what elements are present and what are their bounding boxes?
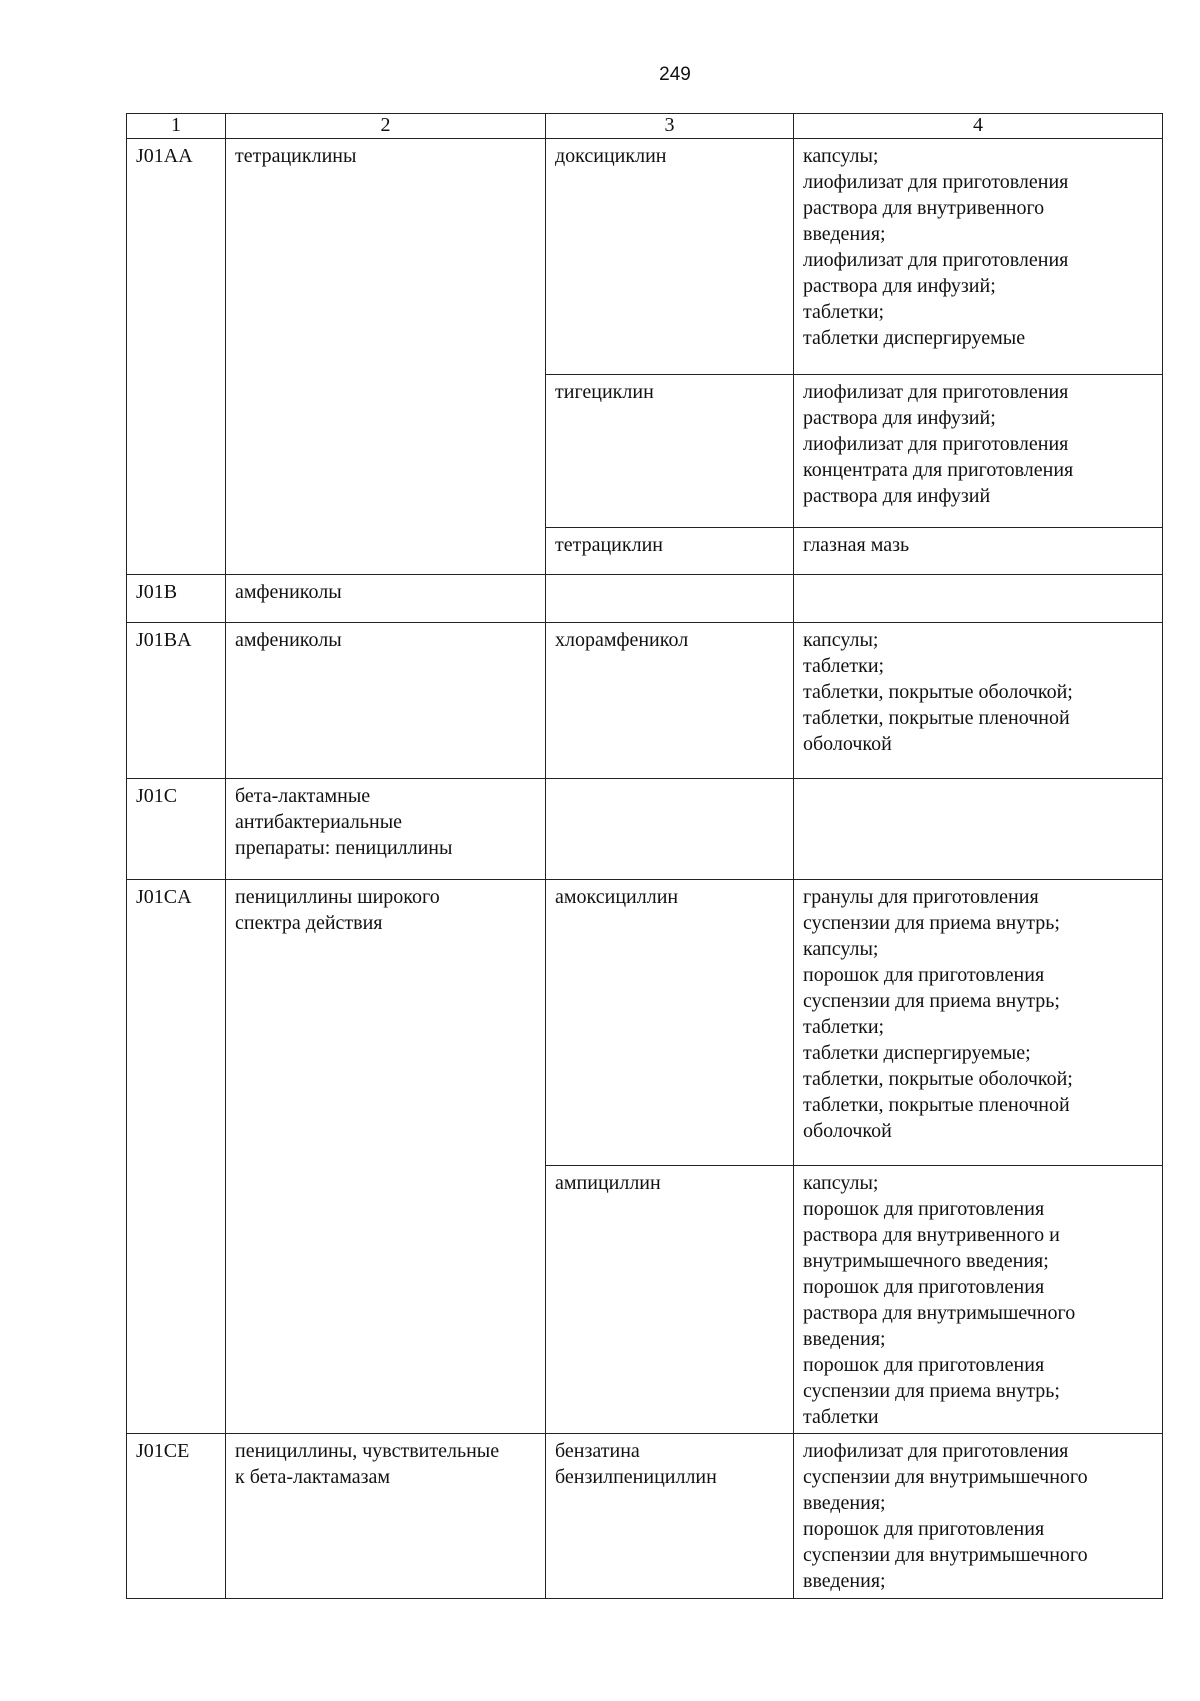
group-name: бета-лактамные антибактериальные препараты: пенициллины [226, 779, 546, 880]
drug-name: тигециклин [546, 375, 794, 528]
dosage-forms: капсулы; таблетки; таблетки, покрытые оболочкой; таблетки, покрытые пленочной оболочкой [794, 623, 1163, 779]
dosage-forms [794, 575, 1163, 623]
atc-code: J01C [127, 779, 226, 880]
atc-code: J01CE [127, 1434, 226, 1599]
drug-name [546, 779, 794, 880]
atc-code: J01B [127, 575, 226, 623]
page-number: 249 [659, 64, 691, 85]
drug-name [546, 575, 794, 623]
drug-name: амоксициллин [546, 880, 794, 1166]
drug-name: доксициклин [546, 139, 794, 375]
table-row [127, 880, 1163, 1166]
table-header-row [127, 114, 1163, 139]
column-header-3: 3 [546, 114, 794, 139]
table-row [127, 575, 1163, 623]
dosage-forms: капсулы; порошок для приготовления раствора для внутривенного и внутримышечного введения; порошок для приготовления раствора для внутримышечного введения; порошок для приготовления суспензии для приема внутрь; таблетки [794, 1166, 1163, 1434]
dosage-forms: капсулы; лиофилизат для приготовления раствора для внутривенного введения; лиофилизат для приготовления раствора для инфузий; таблетки; таблетки диспергируемые [794, 139, 1163, 375]
group-name: пенициллины, чувствительные к бета-лактамазам [226, 1434, 546, 1599]
dosage-forms: лиофилизат для приготовления суспензии для внутримышечного введения; порошок для приготовления суспензии для внутримышечного введения; [794, 1434, 1163, 1599]
table-row [127, 779, 1163, 880]
table-row [127, 139, 1163, 375]
drug-table [126, 113, 1163, 1599]
column-header-1: 1 [127, 114, 226, 139]
table-row [127, 1434, 1163, 1599]
drug-name: ампициллин [546, 1166, 794, 1434]
drug-name: бензатина бензилпенициллин [546, 1434, 794, 1599]
group-name: пенициллины широкого спектра действия [226, 880, 546, 1434]
atc-code: J01BA [127, 623, 226, 779]
atc-code: J01CA [127, 880, 226, 1434]
dosage-forms: гранулы для приготовления суспензии для приема внутрь; капсулы; порошок для приготовления суспензии для приема внутрь; таблетки; таблетки диспергируемые; таблетки, покрытые оболочкой; таблетки, покрытые пленочной оболочкой [794, 880, 1163, 1166]
group-name: амфениколы [226, 575, 546, 623]
drug-name: хлорамфеникол [546, 623, 794, 779]
column-header-2: 2 [226, 114, 546, 139]
column-header-4: 4 [794, 114, 1163, 139]
dosage-forms: лиофилизат для приготовления раствора для инфузий; лиофилизат для приготовления концентрата для приготовления раствора для инфузий [794, 375, 1163, 528]
table-row [127, 623, 1163, 779]
atc-code: J01AA [127, 139, 226, 575]
group-name: тетрациклины [226, 139, 546, 575]
dosage-forms [794, 779, 1163, 880]
drug-name: тетрациклин [546, 528, 794, 575]
dosage-forms: глазная мазь [794, 528, 1163, 575]
group-name: амфениколы [226, 623, 546, 779]
